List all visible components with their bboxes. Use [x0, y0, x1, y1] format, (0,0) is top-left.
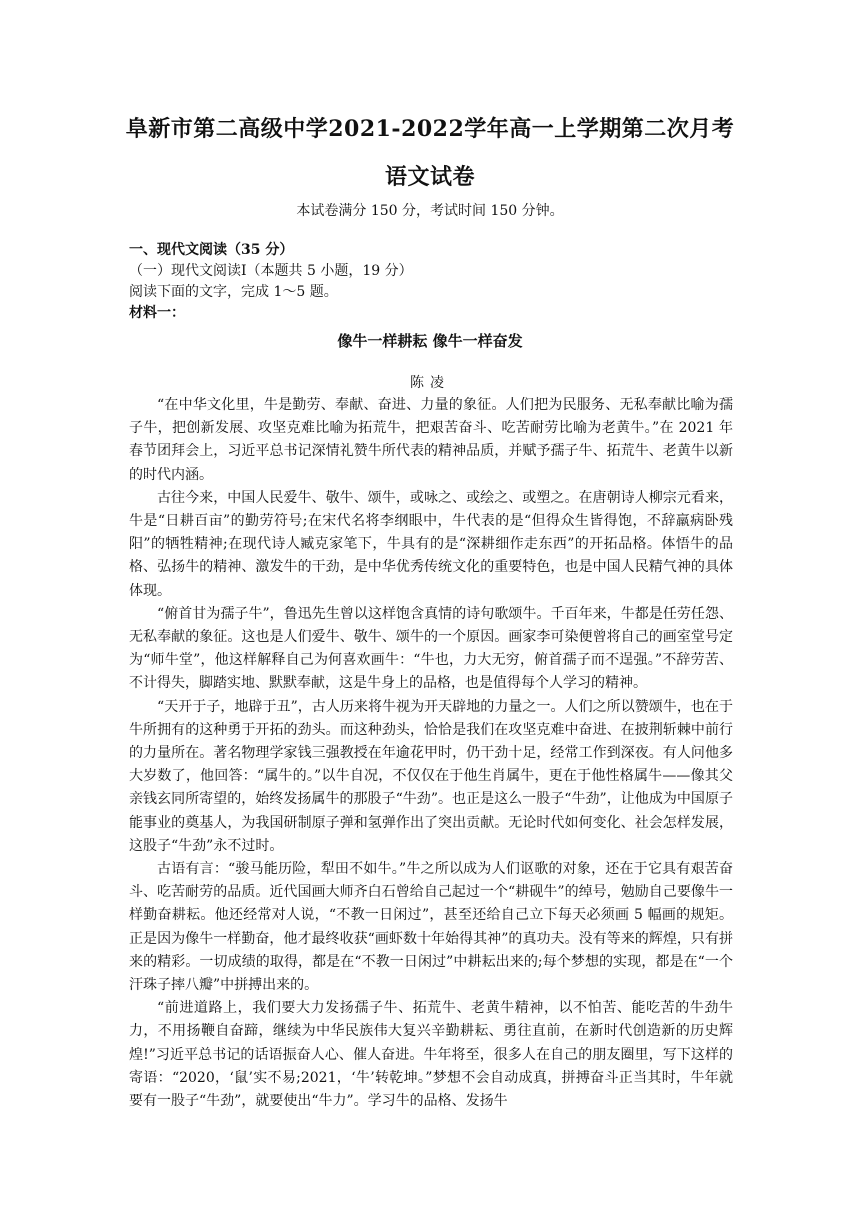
article-paragraph: “俯首甘为孺子牛”，鲁迅先生曾以这样饱含真情的诗句歌颂牛。千百年来，牛都是任劳任怨、无私奉献的象征。这也是人们爱牛、敬牛、颂牛的一个原因。画家李可染便曾将自己的画室堂号定为“师牛堂”，他这样解释自己为何喜欢画牛：“牛也，力大无穷，俯首孺子而不逞强。”不辞劳苦、不计得失，脚踏实地、默默奉献，这是牛身上的品格，也是值得每个人学习的精神。 [129, 605, 733, 692]
article-paragraph: 古语有言：“骏马能历险，犁田不如牛。”牛之所以成为人们讴歌的对象，还在于它具有艰苦奋斗、吃苦耐劳的品质。近代国画大师齐白石曾给自己起过一个“耕砚牛”的绰号，勉励自己要像牛一样勤奋耕耘。他还经常对人说，“不教一日闲过”，甚至还给自己立下每天必须画 5 幅画的规矩。正是因为像牛一样勤奋，他才最终收获“画虾数十年始得其神”的真功夫。没有等来的辉煌，只有拼来的精彩。一切成绩的取得，都是在“不教一日闲过”中耕耘出来的;每个梦想的实现，都是在“一个汗珠子摔八瓣”中拼搏出来的。 [129, 861, 733, 994]
section-heading: 一、现代文阅读（35 分） [129, 242, 294, 258]
article-title: 像牛一样耕耘 像牛一样奋发 [337, 332, 523, 350]
section-sub-heading: （一）现代文阅读Ⅰ（本题共 5 小题，19 分） [129, 263, 413, 279]
exam-title: 阜新市第二高级中学2021-2022学年高一上学期第二次月考 [125, 116, 735, 142]
reading-instruction: 阅读下面的文字，完成 1～5 题。 [129, 284, 338, 300]
article-paragraph: “天开于子，地辟于丑”，古人历来将牛视为开天辟地的力量之一。人们之所以赞颂牛，也在于牛所拥有的这种勇于开拓的劲头。而这种劲头，恰恰是我们在攻坚克难中奋进、在披荆斩棘中前行的力量所在。著名物理学家钱三强教授在年逾花甲时，仍干劲十足，经常工作到深夜。有人问他多大岁数了，他回答：“属牛的。”以牛自况，不仅仅在于他生肖属牛，更在于他性格属牛——像其父亲钱玄同所寄望的，始终发扬属牛的那股子“牛劲”。也正是这么一股子“牛劲”，让他成为中国原子能事业的奠基人，为我国研制原子弹和氢弹作出了突出贡献。无论时代如何变化、社会怎样发展，这股子“牛劲”永不过时。 [129, 698, 733, 854]
exam-subject-title: 语文试卷 [384, 164, 475, 190]
material-label: 材料一： [129, 305, 185, 321]
exam-info: 本试卷满分 150 分，考试时间 150 分钟。 [296, 203, 564, 219]
article-paragraph: “前进道路上，我们要大力发扬孺子牛、拓荒牛、老黄牛精神，以不怕苦、能吃苦的牛劲牛力，不用扬鞭自奋蹄，继续为中华民族伟大复兴辛勤耕耘、勇往直前，在新时代创造新的历史辉煌!”习近平总书记的话语振奋人心、催人奋进。牛年将至，很多人在自己的朋友圈里，写下这样的寄语：“2020，‘鼠’实不易;2021，‘牛’转乾坤。”梦想不会自动成真，拼搏奋斗正当其时，牛年就要有一股子“牛劲”，就要使出“牛力”。学习牛的品格、发扬牛 [129, 1000, 733, 1110]
article-author: 陈凌 [410, 375, 450, 391]
article-paragraph: “在中华文化里，牛是勤劳、奉献、奋进、力量的象征。人们把为民服务、无私奉献比喻为孺子牛，把创新发展、攻坚克难比喻为拓荒牛，把艰苦奋斗、吃苦耐劳比喻为老黄牛。”在 2021 年春节团拜会上，习近平总书记深情礼赞牛所代表的精神品质，并赋予孺子牛、拓荒牛、老黄牛以新的时代内涵。 [129, 397, 733, 483]
article-body [129, 394, 733, 1113]
article-paragraph: 古往今来，中国人民爱牛、敬牛、颂牛，或咏之、或绘之、或塑之。在唐朝诗人柳宗元看来，牛是“日耕百亩”的勤劳符号;在宋代名将李纲眼中，牛代表的是“但得众生皆得饱，不辞羸病卧残阳”的牺牲精神;在现代诗人臧克家笔下，牛具有的是“深耕细作走东西”的开拓品格。体悟牛的品格、弘扬牛的精神、激发牛的干劲，是中华优秀传统文化的重要特色，也是中国人民精气神的具体体现。 [129, 489, 733, 599]
section-block [129, 240, 733, 324]
